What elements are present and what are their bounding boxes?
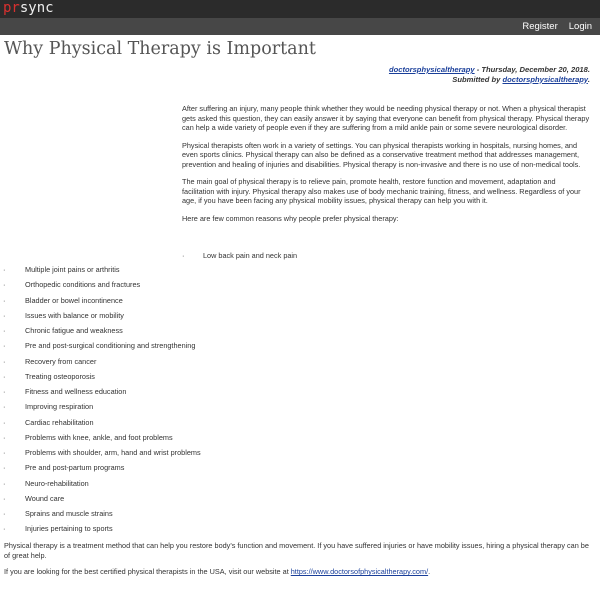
list-item-text: Problems with knee, ankle, and foot problems [25, 432, 173, 442]
closing-text [4, 541, 594, 584]
bullet-icon: · [182, 251, 185, 260]
bullet-icon: · [3, 432, 6, 442]
list-item [0, 280, 600, 295]
paragraph: The main goal of physical therapy is to relieve pain, promote health, restore function and movement, adaptation and facilitation with injury. Physical therapy also makes use of body mechanic training, fitness, and wellness. Regardless of your age, if you have been facing any physical mobility issues, physical therapy can help you with it. [182, 177, 581, 206]
list-item [0, 402, 600, 417]
list-item [0, 479, 600, 494]
list-item [0, 494, 600, 509]
paragraph: Here are few common reasons why people prefer physical therapy: [182, 213, 399, 223]
logo-pr-text: pr [3, 0, 20, 16]
bullet-icon: · [3, 295, 6, 305]
list-item [0, 433, 600, 448]
visit-paragraph [4, 567, 594, 577]
submitted-suffix: . [587, 74, 590, 84]
website-link[interactable]: https://www.doctorsofphysicaltherapy.com/ [290, 567, 429, 577]
nav-links [511, 18, 592, 35]
bullet-icon: · [3, 341, 6, 351]
reasons-list [0, 265, 600, 540]
bullet-icon: · [3, 326, 6, 335]
bullet-icon: · [3, 417, 6, 427]
login-link[interactable]: Login [568, 21, 592, 32]
list-item [0, 448, 600, 463]
bullet-icon: · [3, 478, 6, 488]
list-item-text: Treating osteoporosis [25, 371, 95, 381]
list-item-text: Wound care [25, 493, 65, 503]
list-item [0, 509, 600, 524]
bullet-icon: · [3, 402, 6, 412]
bullet-icon: · [3, 524, 6, 534]
list-item [0, 357, 600, 372]
bullet-icon: · [3, 371, 6, 381]
list-item [0, 265, 600, 280]
list-item-text: Issues with balance or mobility [25, 310, 124, 320]
list-item-text: Orthopedic conditions and fractures [25, 280, 141, 290]
author-link[interactable]: doctorsphysicaltherapy [388, 65, 475, 74]
bullet-icon: · [3, 463, 6, 473]
prsync-logo[interactable] [3, 0, 54, 16]
list-item-text: Bladder or bowel incontinence [25, 295, 123, 305]
list-item [0, 326, 600, 341]
list-item-text: Problems with shoulder, arm, hand and wrist problems [25, 448, 201, 457]
article-body [182, 104, 590, 231]
bullet-icon: · [3, 280, 6, 290]
list-item [0, 296, 600, 311]
register-link[interactable]: Register [522, 21, 558, 32]
bullet-icon: · [3, 356, 6, 366]
list-item [0, 341, 600, 356]
list-item [0, 311, 600, 326]
list-item [0, 372, 600, 387]
paragraph: After suffering an injury, many people think whether they would be needing physical therapy or not. When a physical therapist gets asked this question, they can easily answer it by saying that everyone can benefit from physical therapy. Physical therapy can help a wide variety of people even if they are suffering from a mild ankle pain or some severe neurological disorder. [182, 104, 590, 133]
visit-suffix: . [428, 567, 431, 577]
list-item-text: Fitness and wellness education [25, 387, 127, 396]
list-item [0, 463, 600, 478]
list-item-text: Improving respiration [25, 402, 94, 412]
top-bar [0, 0, 600, 18]
logo-sync-text: sync [19, 0, 54, 16]
page-title: Why Physical Therapy is Important [4, 39, 316, 59]
bullet-icon: · [3, 448, 6, 457]
meta-line-1 [389, 65, 590, 75]
bullet-icon: · [3, 493, 6, 503]
post-date: - Thursday, December 20, 2018. [474, 65, 590, 74]
list-item-text: Sprains and muscle strains [25, 509, 113, 518]
list-item [0, 418, 600, 433]
list-item-text: Chronic fatigue and weakness [25, 326, 123, 335]
list-item-text: Low back pain and neck pain [203, 251, 298, 260]
list-item-text: Neuro-rehabilitation [25, 478, 89, 488]
meta-line-2 [389, 75, 590, 85]
bullet-icon: · [3, 265, 6, 274]
bullet-icon: · [3, 509, 6, 518]
closing-paragraph: Physical therapy is a treatment method that can help you restore body's function and movement. If you have suffered injuries or have mobility issues, hiring a physical therapy can be of great help. [4, 541, 589, 560]
list-item-text: Pre and post-surgical conditioning and strengthening [25, 341, 196, 351]
list-item-text: Cardiac rehabilitation [25, 417, 94, 427]
nav-bar [0, 18, 600, 35]
list-item-text: Recovery from cancer [25, 356, 97, 366]
list-item [0, 387, 600, 402]
list-item-text: Multiple joint pains or arthritis [25, 265, 120, 274]
paragraph: Physical therapists often work in a variety of settings. You can physical therapists working in hospitals, nursing homes, and even sports clinics. Physical therapy can also be defined as a conservative treatment method that addresses management, prevention and healing of injuries and disabilities. Physical therapy is non-invasive and there is no use of non-medical tools. [182, 140, 581, 169]
bullet-icon: · [3, 387, 6, 396]
list-item-text: Injuries pertaining to sports [25, 524, 113, 534]
bullet-icon: · [3, 310, 6, 320]
list-item [0, 524, 600, 539]
submitted-prefix: Submitted by [452, 74, 503, 84]
visit-prefix: If you are looking for the best certified physical therapists in the USA, visit our website at [4, 567, 291, 577]
submitter-link[interactable]: doctorsphysicaltherapy [502, 74, 588, 84]
article-meta [389, 65, 590, 84]
list-item-text: Pre and post-partum programs [25, 463, 125, 473]
